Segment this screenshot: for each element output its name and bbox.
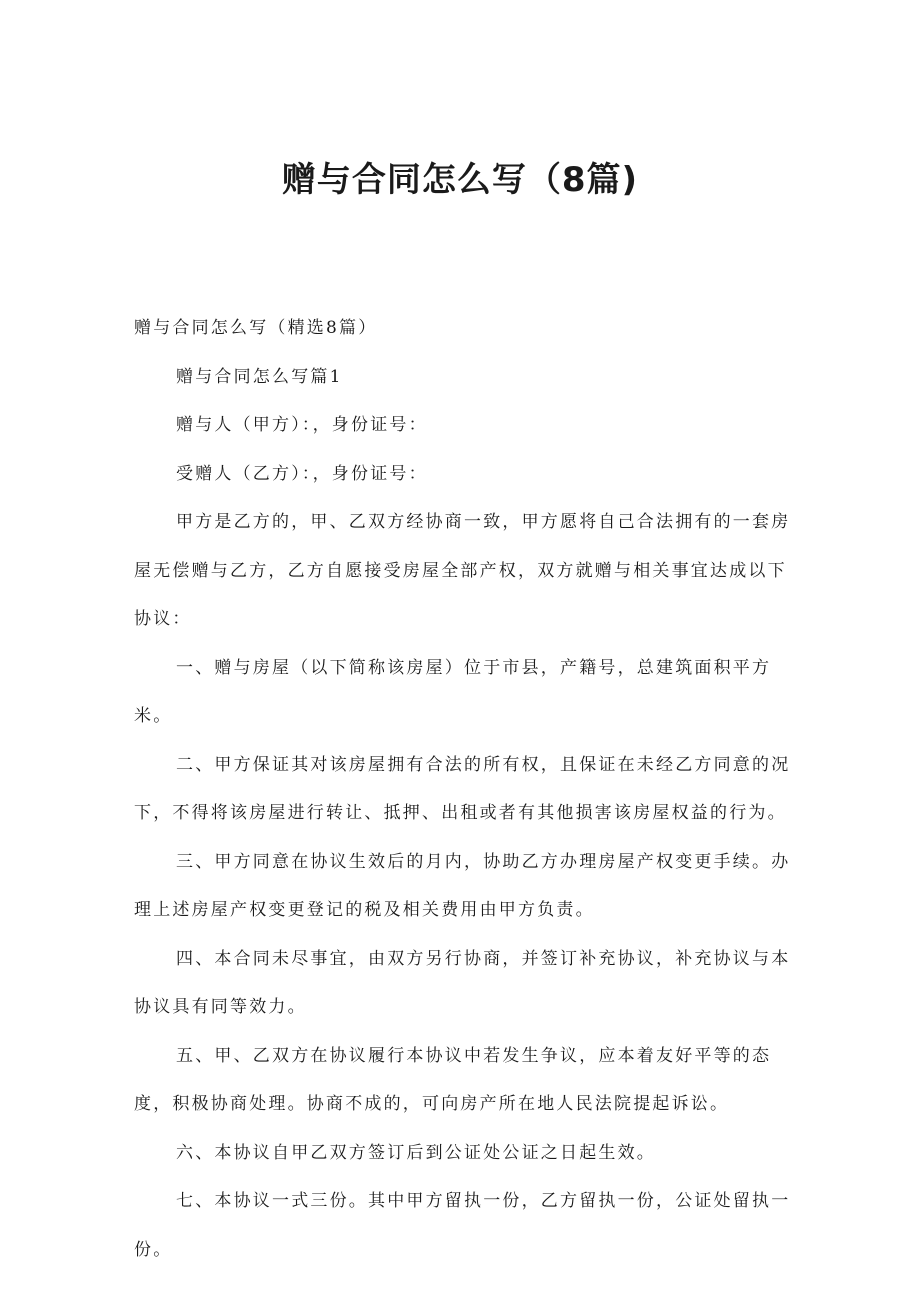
clause-6: 六、本协议自甲乙双方签订后到公证处公证之日起生效。 — [176, 1142, 656, 1163]
document-body — [134, 304, 794, 1274]
document-title: 赠与合同怎么写（8篇) — [281, 160, 639, 200]
clause-4: 四、本合同未尽事宜，由双方另行协商，并签订补充协议，补充协议与本协议具有同等效力。 — [134, 948, 791, 1017]
clause-3: 三、甲方同意在协议生效后的月内，协助乙方办理房屋产权变更手续。办理上述房屋产权变更登记的税及相关费用由甲方负责。 — [134, 851, 791, 920]
section-heading: 赠与合同怎么写篇1 — [176, 366, 343, 387]
recipient-line: 受赠人（乙方）：，身份证号： — [176, 463, 428, 484]
clause-7: 七、本协议一式三份。其中甲方留执一份，乙方留执一份，公证处留执一份。 — [134, 1191, 791, 1260]
document-subtitle: 赠与合同怎么写（精选8篇） — [134, 318, 378, 338]
clause-2: 二、甲方保证其对该房屋拥有合法的所有权，且保证在未经乙方同意的况下，不得将该房屋进行转让、抵押、出租或者有其他损害该房屋权益的行为。 — [134, 754, 791, 823]
paragraph-preamble: 甲方是乙方的，甲、乙双方经协商一致，甲方愿将自己合法拥有的一套房屋无偿赠与乙方，乙方自愿接受房屋全部产权，双方就赠与相关事宜达成以下协议： — [134, 512, 791, 629]
donor-line: 赠与人（甲方）：，身份证号： — [176, 415, 428, 435]
clause-5: 五、甲、乙双方在协议履行本协议中若发生争议，应本着友好平等的态度，积极协商处理。协商不成的，可向房产所在地人民法院提起诉讼。 — [134, 1045, 772, 1114]
clause-1: 一、赠与房屋（以下简称该房屋）位于市县，产籍号，总建筑面积平方米。 — [134, 657, 772, 726]
